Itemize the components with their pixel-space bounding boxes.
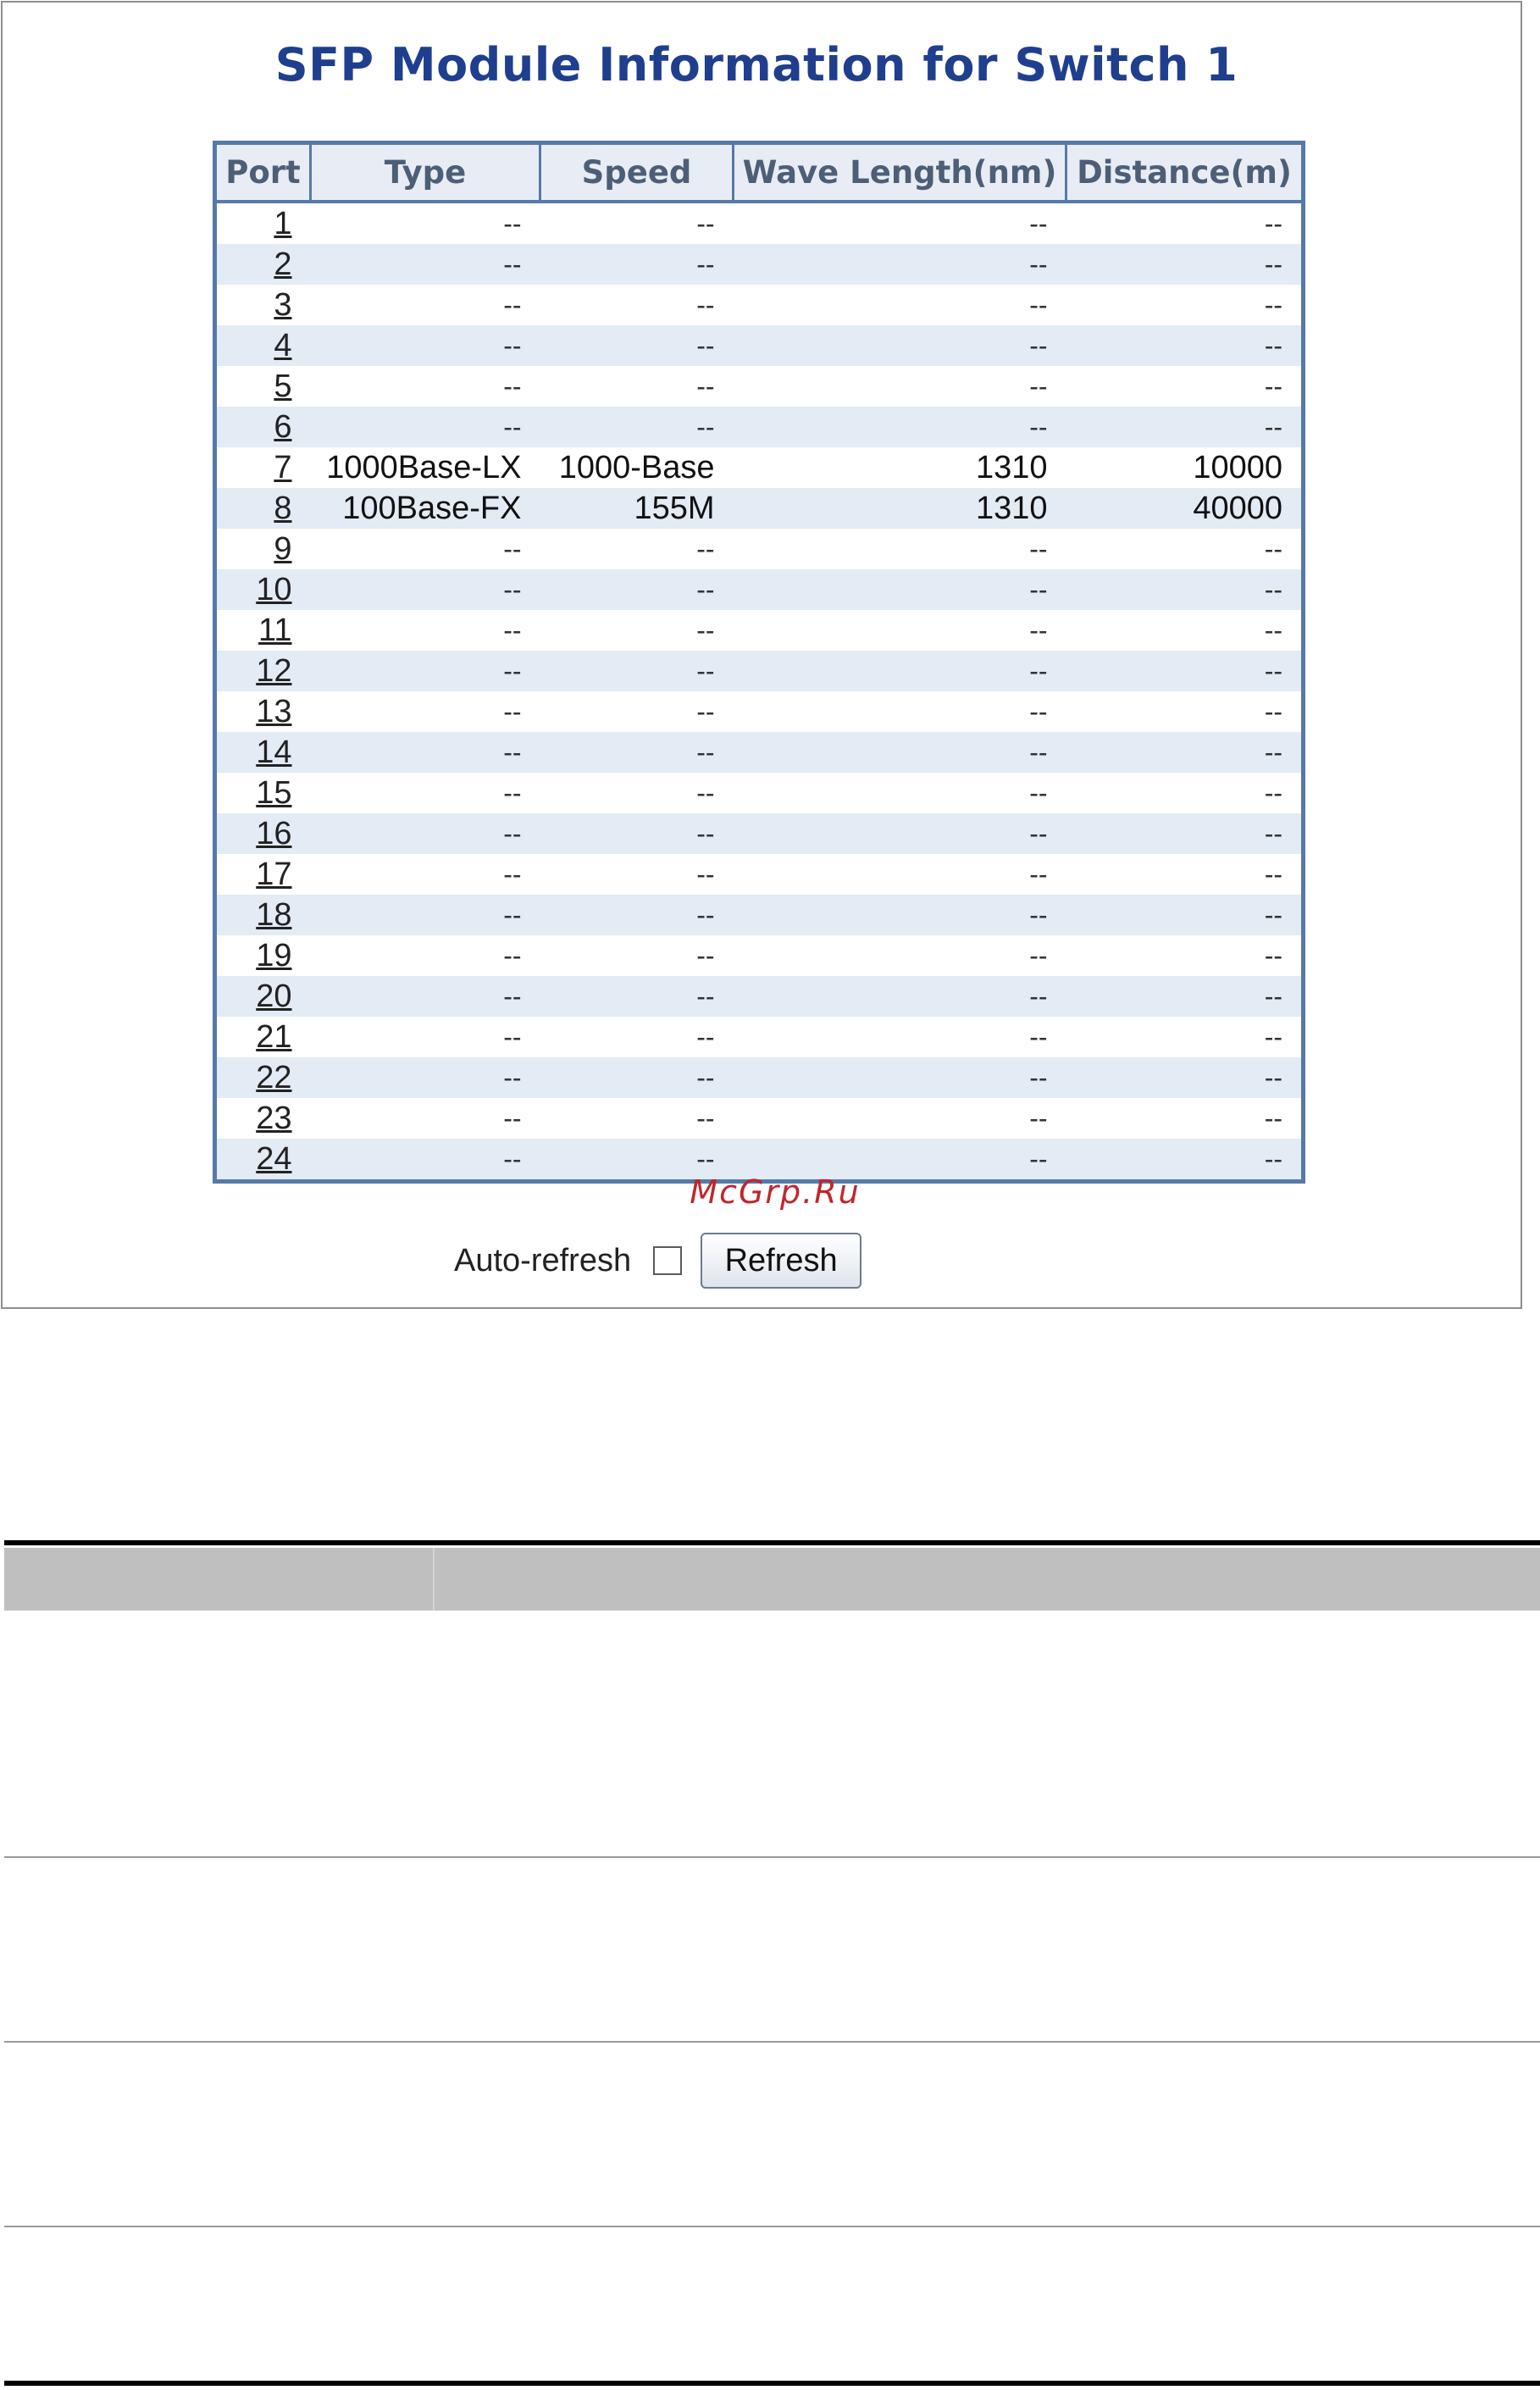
- refresh-button[interactable]: Refresh: [701, 1233, 861, 1289]
- speed-cell: --: [540, 244, 734, 285]
- port-cell: [215, 1017, 311, 1057]
- port-cell: [215, 1057, 311, 1098]
- port-link[interactable]: 4: [274, 327, 292, 363]
- wavelength-cell: --: [734, 691, 1066, 732]
- type-cell: --: [311, 732, 540, 773]
- port-cell: [215, 447, 311, 488]
- port-cell: [215, 732, 311, 773]
- table-row: [215, 1017, 1304, 1057]
- wavelength-cell: --: [734, 651, 1066, 691]
- type-cell: --: [311, 935, 540, 976]
- port-cell: [215, 244, 311, 285]
- table-row: [215, 1098, 1304, 1139]
- sfp-info-panel: [1, 1, 1522, 1309]
- port-cell: [215, 935, 311, 976]
- type-cell: --: [311, 691, 540, 732]
- distance-cell: --: [1066, 935, 1304, 976]
- distance-cell: --: [1066, 366, 1304, 407]
- table-row: [215, 366, 1304, 407]
- distance-cell: --: [1066, 244, 1304, 285]
- wavelength-cell: --: [734, 895, 1066, 935]
- wavelength-cell: --: [734, 610, 1066, 651]
- speed-cell: --: [540, 1139, 734, 1182]
- type-cell: --: [311, 325, 540, 366]
- port-cell: [215, 1098, 311, 1139]
- wavelength-cell: --: [734, 813, 1066, 854]
- port-cell: [215, 976, 311, 1017]
- description-table-header: [4, 1548, 1540, 1611]
- distance-cell: --: [1066, 773, 1304, 813]
- distance-cell: --: [1066, 407, 1304, 447]
- distance-cell: 10000: [1066, 447, 1304, 488]
- type-cell: --: [311, 1098, 540, 1139]
- speed-cell: --: [540, 366, 734, 407]
- description-header-description-column: [435, 1548, 1540, 1611]
- distance-cell: --: [1066, 529, 1304, 569]
- port-link[interactable]: 11: [258, 612, 292, 648]
- type-cell: 1000Base-LX: [311, 447, 540, 488]
- sfp-module-table: [213, 141, 1305, 1184]
- speed-cell: --: [540, 773, 734, 813]
- distance-cell: --: [1066, 651, 1304, 691]
- type-cell: --: [311, 651, 540, 691]
- speed-cell: 155M: [540, 488, 734, 529]
- port-cell: [215, 202, 311, 244]
- speed-cell: --: [540, 610, 734, 651]
- wavelength-cell: --: [734, 1139, 1066, 1182]
- port-link[interactable]: 13: [256, 693, 292, 729]
- wavelength-cell: --: [734, 407, 1066, 447]
- watermark-text: McGrp.Ru: [690, 1173, 861, 1211]
- table-header-row: [215, 143, 1304, 202]
- table-row: [215, 935, 1304, 976]
- port-cell: [215, 488, 311, 529]
- port-cell: [215, 854, 311, 895]
- type-cell: --: [311, 610, 540, 651]
- table-row: [215, 651, 1304, 691]
- wavelength-cell: --: [734, 935, 1066, 976]
- table-body: [215, 202, 1304, 1182]
- wavelength-cell: 1310: [734, 447, 1066, 488]
- distance-cell: --: [1066, 854, 1304, 895]
- port-link[interactable]: 18: [256, 896, 292, 933]
- column-header-type: Type: [311, 143, 540, 202]
- wavelength-cell: 1310: [734, 488, 1066, 529]
- port-link[interactable]: 17: [256, 856, 292, 892]
- table-row: [215, 202, 1304, 244]
- port-link[interactable]: 24: [256, 1140, 292, 1177]
- distance-cell: --: [1066, 1098, 1304, 1139]
- distance-cell: --: [1066, 1017, 1304, 1057]
- type-cell: --: [311, 976, 540, 1017]
- port-cell: [215, 773, 311, 813]
- distance-cell: --: [1066, 325, 1304, 366]
- port-link[interactable]: 20: [256, 978, 292, 1014]
- distance-cell: --: [1066, 610, 1304, 651]
- port-cell: [215, 569, 311, 610]
- distance-cell: --: [1066, 202, 1304, 244]
- type-cell: 100Base-FX: [311, 488, 540, 529]
- port-link[interactable]: 16: [256, 815, 292, 851]
- type-cell: --: [311, 244, 540, 285]
- type-cell: --: [311, 854, 540, 895]
- type-cell: --: [311, 366, 540, 407]
- table-row: [215, 610, 1304, 651]
- description-row-divider: [4, 1856, 1540, 1858]
- type-cell: --: [311, 813, 540, 854]
- distance-cell: --: [1066, 813, 1304, 854]
- distance-cell: --: [1066, 732, 1304, 773]
- description-row-divider: [4, 2226, 1540, 2227]
- type-cell: --: [311, 202, 540, 244]
- column-header-distance: Distance(m): [1066, 143, 1304, 202]
- wavelength-cell: --: [734, 202, 1066, 244]
- wavelength-cell: --: [734, 285, 1066, 325]
- table-row: [215, 976, 1304, 1017]
- speed-cell: --: [540, 407, 734, 447]
- speed-cell: 1000-Base: [540, 447, 734, 488]
- port-link[interactable]: 10: [256, 571, 292, 607]
- table-row: [215, 813, 1304, 854]
- type-cell: --: [311, 569, 540, 610]
- port-link[interactable]: 8: [274, 490, 292, 526]
- wavelength-cell: --: [734, 1098, 1066, 1139]
- wavelength-cell: --: [734, 366, 1066, 407]
- port-link[interactable]: 2: [274, 246, 292, 282]
- table-row: [215, 325, 1304, 366]
- distance-cell: 40000: [1066, 488, 1304, 529]
- wavelength-cell: --: [734, 773, 1066, 813]
- port-link[interactable]: 22: [256, 1059, 292, 1095]
- table-row: [215, 1057, 1304, 1098]
- type-cell: --: [311, 1139, 540, 1182]
- distance-cell: --: [1066, 976, 1304, 1017]
- type-cell: --: [311, 285, 540, 325]
- description-table-top-rule: [4, 1540, 1540, 1545]
- speed-cell: --: [540, 813, 734, 854]
- port-link[interactable]: 5: [274, 368, 292, 404]
- type-cell: --: [311, 773, 540, 813]
- distance-cell: --: [1066, 1057, 1304, 1098]
- wavelength-cell: --: [734, 854, 1066, 895]
- wavelength-cell: --: [734, 529, 1066, 569]
- type-cell: --: [311, 407, 540, 447]
- speed-cell: --: [540, 976, 734, 1017]
- port-link[interactable]: 15: [256, 774, 292, 811]
- type-cell: --: [311, 529, 540, 569]
- speed-cell: --: [540, 285, 734, 325]
- port-cell: [215, 813, 311, 854]
- page-title: SFP Module Information for Switch 1: [274, 38, 1238, 91]
- port-cell: [215, 407, 311, 447]
- distance-cell: --: [1066, 285, 1304, 325]
- auto-refresh-checkbox[interactable]: [653, 1246, 682, 1275]
- wavelength-cell: --: [734, 1017, 1066, 1057]
- port-link[interactable]: 14: [256, 734, 292, 770]
- table-row: [215, 529, 1304, 569]
- table-row: [215, 244, 1304, 285]
- type-cell: --: [311, 1017, 540, 1057]
- table-row: [215, 895, 1304, 935]
- speed-cell: --: [540, 651, 734, 691]
- port-cell: [215, 895, 311, 935]
- table-row: [215, 569, 1304, 610]
- type-cell: --: [311, 895, 540, 935]
- speed-cell: --: [540, 732, 734, 773]
- port-link[interactable]: 1: [274, 205, 292, 241]
- port-link[interactable]: 9: [274, 530, 292, 567]
- port-cell: [215, 529, 311, 569]
- table-row: [215, 691, 1304, 732]
- description-row-divider: [4, 2041, 1540, 2043]
- port-link[interactable]: 7: [274, 449, 292, 485]
- distance-cell: --: [1066, 1139, 1304, 1182]
- wavelength-cell: --: [734, 732, 1066, 773]
- port-link[interactable]: 23: [256, 1100, 292, 1136]
- speed-cell: --: [540, 1057, 734, 1098]
- table-row: [215, 285, 1304, 325]
- port-cell: [215, 651, 311, 691]
- port-cell: [215, 610, 311, 651]
- column-header-port: Port: [215, 143, 311, 202]
- table-row: [215, 488, 1304, 529]
- port-cell: [215, 691, 311, 732]
- description-table-bottom-rule: [4, 2381, 1540, 2386]
- port-cell: [215, 366, 311, 407]
- speed-cell: --: [540, 1098, 734, 1139]
- table-row: [215, 854, 1304, 895]
- table-row: [215, 773, 1304, 813]
- distance-cell: --: [1066, 895, 1304, 935]
- speed-cell: --: [540, 854, 734, 895]
- wavelength-cell: --: [734, 1057, 1066, 1098]
- auto-refresh-label: Auto-refresh: [454, 1242, 632, 1278]
- wavelength-cell: --: [734, 325, 1066, 366]
- table-row: [215, 732, 1304, 773]
- speed-cell: --: [540, 1017, 734, 1057]
- table-row: [215, 447, 1304, 488]
- port-cell: [215, 325, 311, 366]
- distance-cell: --: [1066, 569, 1304, 610]
- refresh-controls: [454, 1231, 861, 1290]
- port-link[interactable]: 12: [256, 652, 292, 689]
- speed-cell: --: [540, 529, 734, 569]
- port-cell: [215, 285, 311, 325]
- port-link[interactable]: 6: [274, 408, 292, 445]
- description-header-object-column: [4, 1548, 435, 1611]
- port-link[interactable]: 19: [256, 937, 292, 973]
- speed-cell: --: [540, 691, 734, 732]
- wavelength-cell: --: [734, 569, 1066, 610]
- speed-cell: --: [540, 935, 734, 976]
- speed-cell: --: [540, 325, 734, 366]
- speed-cell: --: [540, 569, 734, 610]
- speed-cell: --: [540, 202, 734, 244]
- port-link[interactable]: 21: [256, 1018, 292, 1055]
- speed-cell: --: [540, 895, 734, 935]
- column-header-speed: Speed: [540, 143, 734, 202]
- column-header-wavelength: Wave Length(nm): [734, 143, 1066, 202]
- wavelength-cell: --: [734, 244, 1066, 285]
- table-row: [215, 407, 1304, 447]
- port-link[interactable]: 3: [274, 286, 292, 323]
- wavelength-cell: --: [734, 976, 1066, 1017]
- type-cell: --: [311, 1057, 540, 1098]
- distance-cell: --: [1066, 691, 1304, 732]
